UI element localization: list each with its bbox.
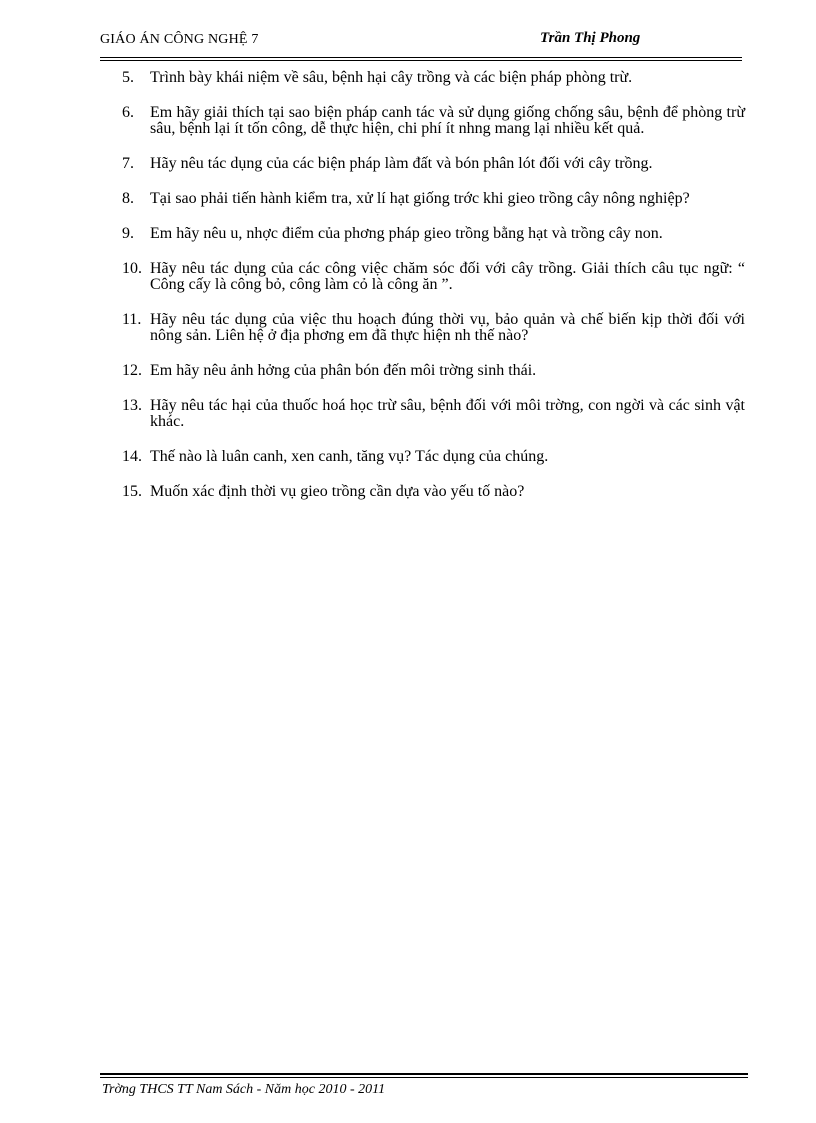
question-text: Hãy nêu tác hại của thuốc hoá học trừ sâu, bệnh đối với môi trờng, con ngời và các sinh vật khác. (150, 397, 745, 430)
list-item (122, 449, 745, 465)
header-title: GIÁO ÁN CÔNG NGHỆ 7 (100, 32, 259, 47)
question-text: Tại sao phải tiến hành kiểm tra, xử lí hạt giống trớc khi gieo trồng cây nông nghiệp? (150, 190, 690, 207)
question-number: 7. (122, 155, 134, 172)
question-text: Thế nào là luân canh, xen canh, tăng vụ? Tác dụng của chúng. (150, 448, 549, 465)
question-number: 10. (122, 260, 142, 277)
question-number: 12. (122, 362, 142, 379)
question-text: Muốn xác định thời vụ gieo trồng cần dựa vào yếu tố nào? (150, 483, 525, 500)
question-text: Hãy nêu tác dụng của các biện pháp làm đất và bón phân lót đối với cây trồng. (150, 155, 653, 172)
header-rule-bottom (100, 60, 742, 61)
question-text: Trình bày khái niệm về sâu, bệnh hại cây trồng và các biện pháp phòng trừ. (150, 69, 633, 86)
question-text: Em hãy giải thích tại sao biện pháp canh tác và sử dụng giống chống sâu, bệnh để phòng trừ sâu, bệnh lại ít tốn công, dễ thực hiện, chi phí ít nhng mang lại nhiều kết quả. (150, 104, 745, 137)
footer-rule-bottom (100, 1077, 748, 1078)
list-item (122, 105, 745, 137)
footer-school-year: Trờng THCS TT Nam Sách - Năm học 2010 - 2011 (102, 1082, 386, 1097)
question-number: 13. (122, 397, 142, 414)
list-item (122, 261, 745, 293)
list-item (122, 226, 745, 242)
question-list (122, 70, 745, 500)
question-text: Hãy nêu tác dụng của việc thu hoạch đúng thời vụ, bảo quản và chế biến kịp thời đối với nông sản. Liên hệ ở địa phơng em đã thực hiện nh thế nào? (150, 311, 745, 344)
question-number: 9. (122, 225, 134, 242)
question-number: 11. (122, 311, 142, 328)
list-item (122, 70, 745, 86)
question-number: 8. (122, 190, 134, 207)
question-number: 6. (122, 104, 134, 121)
list-item (122, 312, 745, 344)
list-item (122, 191, 745, 207)
question-number: 14. (122, 448, 142, 465)
question-text: Hãy nêu tác dụng của các công việc chăm sóc đối với cây trồng. Giải thích câu tục ngữ: “ Công cấy là công bỏ, công làm cỏ là công ăn ”. (150, 260, 745, 293)
question-text: Em hãy nêu u, nhợc điểm của phơng pháp gieo trồng bằng hạt và trồng cây non. (150, 225, 663, 242)
question-number: 5. (122, 69, 134, 86)
list-item (122, 484, 745, 500)
list-item (122, 363, 745, 379)
footer-rule-top (100, 1073, 748, 1075)
question-number: 15. (122, 483, 142, 500)
header-author: Trần Thị Phong (540, 30, 641, 46)
list-item (122, 156, 745, 172)
list-item (122, 398, 745, 430)
question-text: Em hãy nêu ảnh hởng của phân bón đến môi trờng sinh thái. (150, 362, 537, 379)
header-rule-top (100, 57, 742, 58)
